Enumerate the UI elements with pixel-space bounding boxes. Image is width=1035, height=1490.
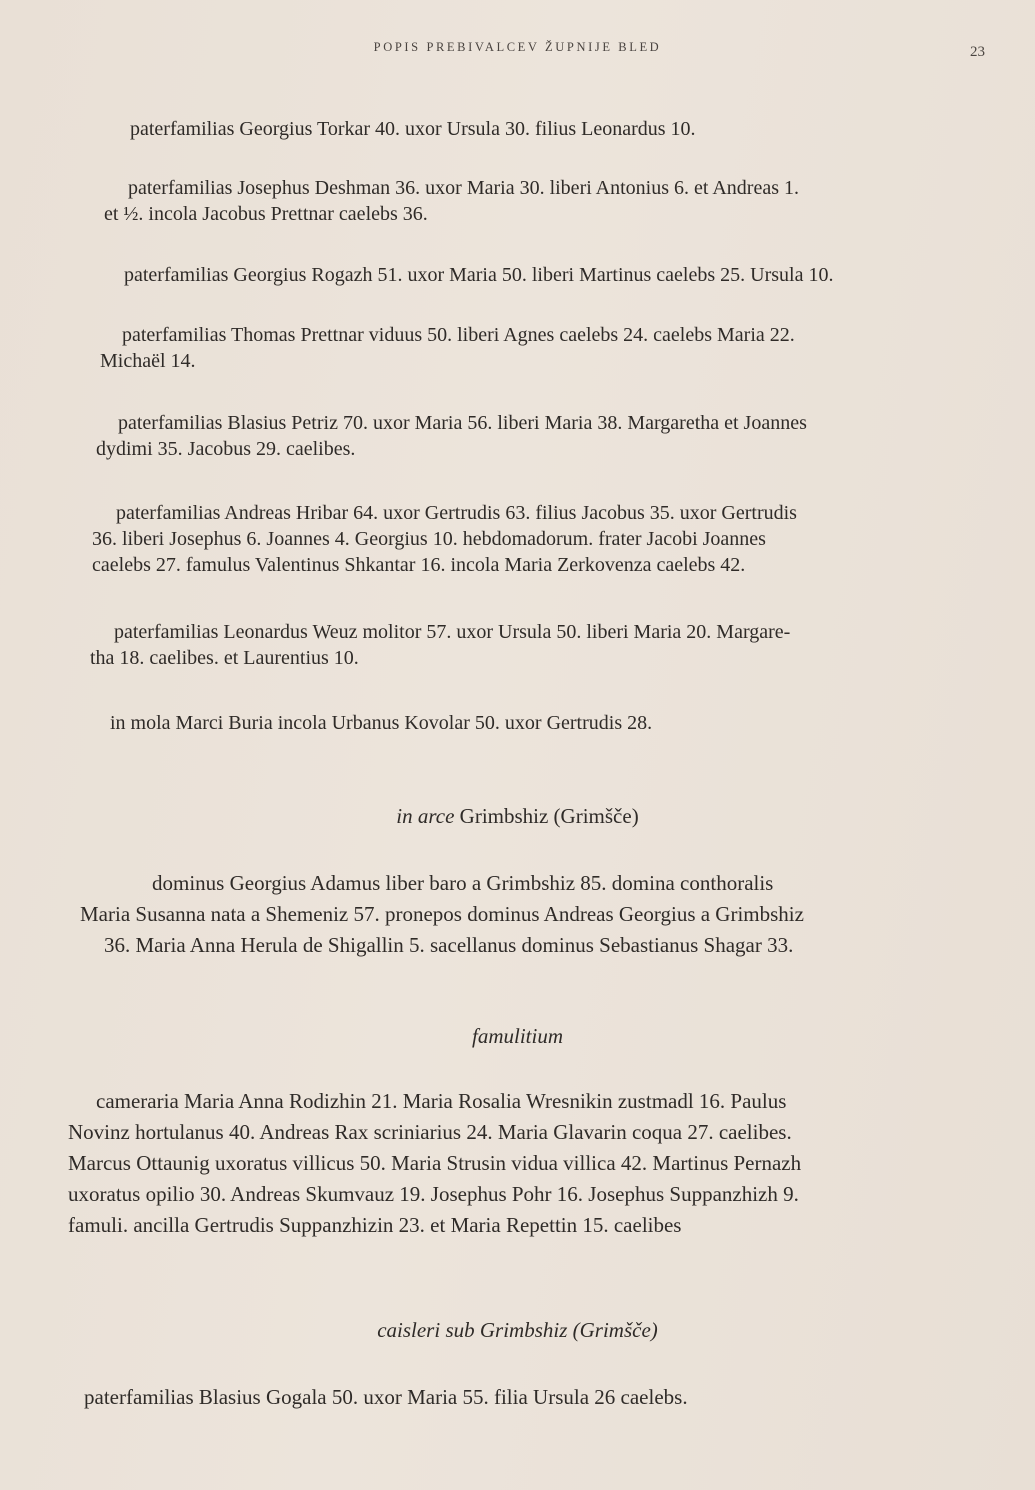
heading-italic: in arce [396, 804, 455, 828]
entry-line: 36. liberi Josephus 6. Joannes 4. Georgius 10. hebdomadorum. frater Jacobi Joannes [92, 528, 766, 550]
entry-petriz [96, 410, 956, 462]
section-heading-arce [0, 804, 1035, 829]
entry-line: paterfamilias Leonardus Weuz molitor 57. uxor Ursula 50. liberi Maria 20. Margare- [114, 621, 791, 643]
entry-line: paterfamilias Blasius Petriz 70. uxor Maria 56. liberi Maria 38. Margaretha et Joannes [118, 412, 807, 434]
entry-line: et ½. incola Jacobus Prettnar caelebs 36. [104, 203, 428, 225]
heading-italic: famulitium [471, 1024, 563, 1048]
entry-rogazh [124, 262, 984, 288]
entry-line: tha 18. caelibes. et Laurentius 10. [90, 647, 359, 669]
heading-italic: caisleri sub Grimbshiz (Grimšče) [377, 1318, 658, 1342]
section-heading-caisleri [0, 1318, 1035, 1343]
entry-weuz [90, 619, 950, 671]
entry-line: dominus Georgius Adamus liber baro a Grimbshiz 85. domina conthoralis [152, 871, 774, 895]
entry-line: Marcus Ottaunig uxoratus villicus 50. Maria Strusin vidua villica 42. Martinus Pernazh [68, 1151, 802, 1175]
entry-line: paterfamilias Georgius Rogazh 51. uxor Maria 50. liberi Martinus caelebs 25. Ursula 10. [124, 264, 834, 286]
entry-line: Novinz hortulanus 40. Andreas Rax scriniarius 24. Maria Glavarin coqua 27. caelibes. [68, 1120, 792, 1144]
entry-line: paterfamilias Andreas Hribar 64. uxor Gertrudis 63. filius Jacobus 35. uxor Gertrudis [116, 502, 797, 524]
entry-line: paterfamilias Georgius Torkar 40. uxor Ursula 30. filius Leonardus 10. [130, 118, 696, 140]
entry-kovolar [110, 710, 970, 736]
entry-torkar [88, 116, 948, 142]
entry-line: cameraria Maria Anna Rodizhin 21. Maria Rosalia Wresnikin zustmadl 16. Paulus [96, 1089, 787, 1113]
entry-line: Maria Susanna nata a Shemeniz 57. pronepos dominus Andreas Georgius a Grimbshiz [80, 902, 804, 926]
entry-line: paterfamilias Thomas Prettnar viduus 50. liberi Agnes caelebs 24. caelebs Maria 22. [122, 324, 795, 346]
entry-line: caelebs 27. famulus Valentinus Shkantar 16. incola Maria Zerkovenza caelebs 42. [92, 554, 746, 576]
entry-line: famuli. ancilla Gertrudis Suppanzhizin 23. et Maria Repettin 15. caelibes [68, 1213, 682, 1237]
section-heading-famulitium [0, 1024, 1035, 1049]
entry-line: uxoratus opilio 30. Andreas Skumvauz 19. Josephus Pohr 16. Josephus Suppanzhizh 9. [68, 1182, 799, 1206]
entry-famulitium [68, 1086, 958, 1241]
entry-hribar [92, 500, 952, 578]
page-number: 23 [970, 44, 985, 60]
entry-line: in mola Marci Buria incola Urbanus Kovolar 50. uxor Gertrudis 28. [110, 712, 653, 734]
entry-line: dydimi 35. Jacobus 29. caelibes. [96, 438, 356, 460]
entry-grimbshiz [80, 868, 960, 961]
entry-line: Michaël 14. [100, 350, 196, 372]
entry-gogala [84, 1382, 964, 1413]
entry-line: paterfamilias Josephus Deshman 36. uxor Maria 30. liberi Antonius 6. et Andreas 1. [128, 177, 799, 199]
entry-line: 36. Maria Anna Herula de Shigallin 5. sacellanus dominus Sebastianus Shagar 33. [104, 933, 794, 957]
entry-prettnar [100, 322, 960, 374]
running-title: POPIS PREBIVALCEV ŽUPNIJE BLED [373, 40, 662, 54]
entry-deshman [104, 175, 964, 227]
heading-plain: Grimbshiz (Grimšče) [459, 804, 639, 828]
entry-line: paterfamilias Blasius Gogala 50. uxor Maria 55. filia Ursula 26 caelebs. [84, 1385, 688, 1409]
